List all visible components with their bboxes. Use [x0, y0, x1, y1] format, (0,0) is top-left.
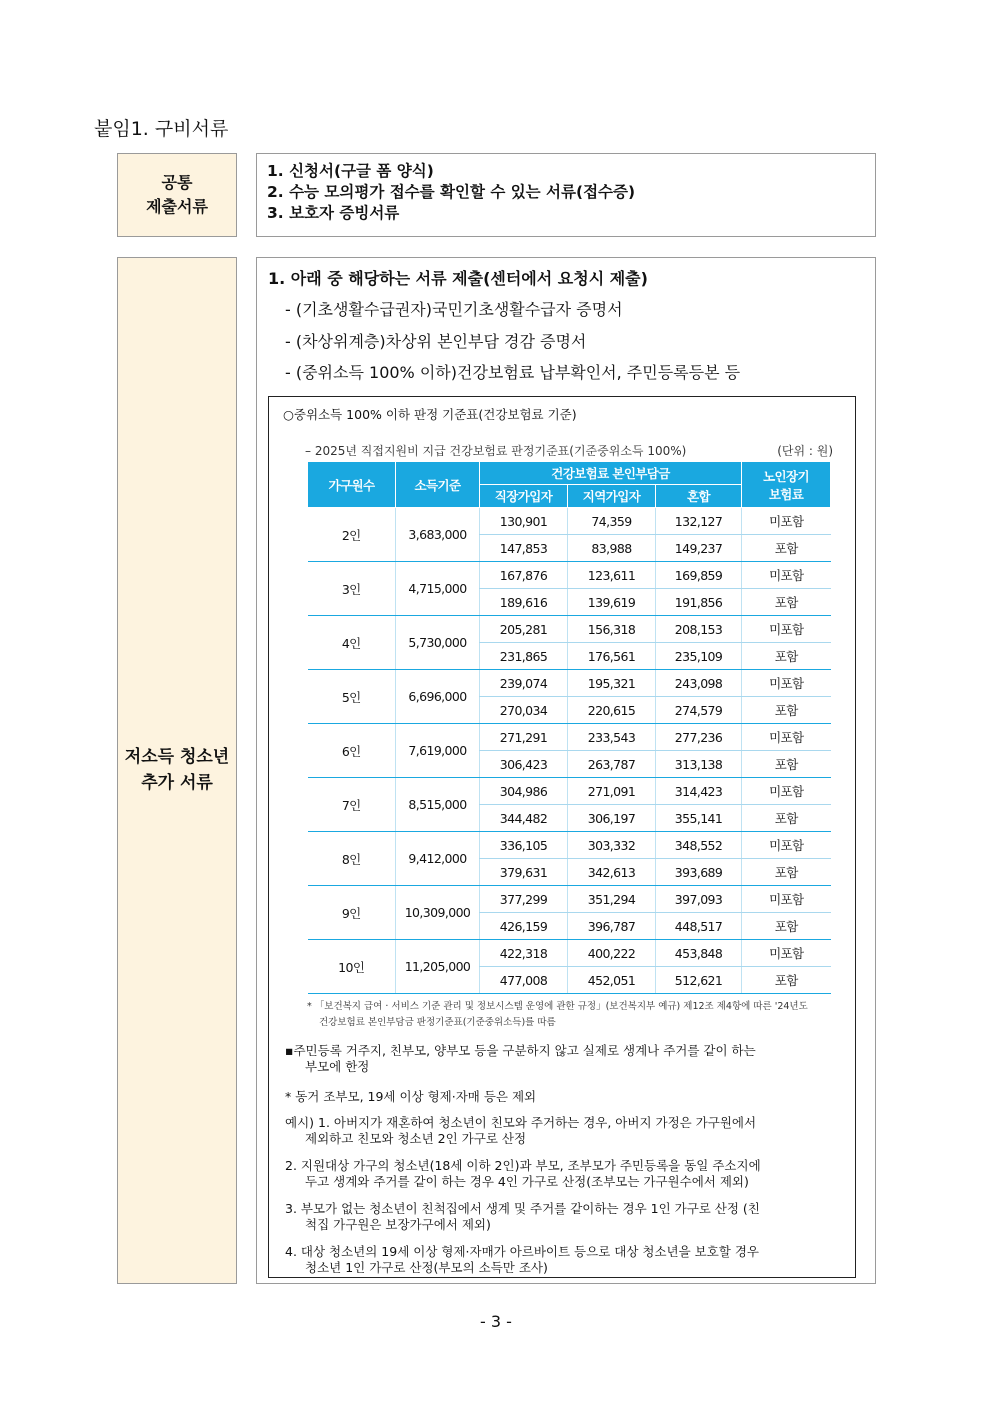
- income-standard-cell: 7,619,000: [396, 724, 480, 778]
- premium-cell: 379,631: [480, 859, 568, 886]
- premium-cell: 미포함: [742, 616, 831, 643]
- premium-cell: 396,787: [568, 913, 656, 940]
- note-line: 청소년 1인 가구로 산정(부모의 소득만 조사): [305, 1260, 548, 1275]
- note-item: [285, 1115, 841, 1147]
- common-label-line2: 제출서류: [146, 197, 208, 216]
- premium-cell: 167,876: [480, 562, 568, 589]
- household-size-cell: 9인: [308, 886, 396, 940]
- premium-cell: 233,543: [568, 724, 656, 751]
- premium-cell: 미포함: [742, 562, 831, 589]
- premium-cell: 포함: [742, 805, 831, 832]
- premium-cell: 포함: [742, 535, 831, 562]
- footnote-line1: * 「보건복지 급여 · 서비스 기준 관리 및 정보시스템 운영에 관한 규정」(보건복지부 예규) 제12조 제4항에 따른 '24년도: [307, 1001, 808, 1012]
- premium-cell: 미포함: [742, 886, 831, 913]
- premium-cell: 83,988: [568, 535, 656, 562]
- median-income-criteria-box: [268, 396, 856, 1278]
- premium-cell: 74,359: [568, 508, 656, 535]
- header-income: 소득기준: [396, 462, 480, 508]
- common-docs-box: [256, 153, 876, 237]
- premium-cell: 304,986: [480, 778, 568, 805]
- premium-cell: 422,318: [480, 940, 568, 967]
- income-standard-cell: 9,412,000: [396, 832, 480, 886]
- table-row: [308, 670, 831, 697]
- note-line: 제외하고 친모와 청소년 2인 가구로 산정: [305, 1131, 527, 1146]
- footnote-line2: 건강보험료 본인부담금 판정기준표(기준중위소득)를 따름: [319, 1017, 556, 1028]
- premium-cell: 147,853: [480, 535, 568, 562]
- household-size-cell: 2인: [308, 508, 396, 562]
- header-premium-group: 건강보험료 본인부담금: [480, 462, 742, 485]
- premium-cell: 377,299: [480, 886, 568, 913]
- premium-cell: 191,856: [656, 589, 742, 616]
- premium-cell: 130,901: [480, 508, 568, 535]
- premium-cell: 348,552: [656, 832, 742, 859]
- premium-cell: 314,423: [656, 778, 742, 805]
- table-unit: (단위 : 원): [777, 444, 833, 458]
- note-line: 4. 대상 청소년의 19세 이상 형제·자매가 아르바이트 등으로 대상 청소년을 보호할 경우: [285, 1244, 759, 1259]
- premium-cell: 243,098: [656, 670, 742, 697]
- premium-cell: 포함: [742, 697, 831, 724]
- household-size-cell: 7인: [308, 778, 396, 832]
- header-employee: 직장가입자: [480, 485, 568, 508]
- income-standard-cell: 3,683,000: [396, 508, 480, 562]
- low-income-item: - (중위소득 100% 이하)건강보험료 납부확인서, 주민등록등본 등: [285, 363, 741, 382]
- criteria-box-title: ○중위소득 100% 이하 판정 기준표(건강보험료 기준): [283, 407, 577, 422]
- premium-cell: 239,074: [480, 670, 568, 697]
- household-size-cell: 4인: [308, 616, 396, 670]
- premium-cell: 393,689: [656, 859, 742, 886]
- premium-cell: 271,291: [480, 724, 568, 751]
- common-item: 3. 보호자 증빙서류: [267, 204, 400, 222]
- premium-cell: 453,848: [656, 940, 742, 967]
- premium-cell: 306,197: [568, 805, 656, 832]
- household-size-cell: 5인: [308, 670, 396, 724]
- income-standard-cell: 4,715,000: [396, 562, 480, 616]
- premium-cell: 195,321: [568, 670, 656, 697]
- premium-cell: 169,859: [656, 562, 742, 589]
- premium-cell: 512,621: [656, 967, 742, 994]
- table-row: [308, 832, 831, 859]
- header-ltc: [742, 462, 831, 508]
- premium-cell: 342,613: [568, 859, 656, 886]
- premium-cell: 205,281: [480, 616, 568, 643]
- premium-cell: 344,482: [480, 805, 568, 832]
- premium-cell: 포함: [742, 589, 831, 616]
- premium-cell: 313,138: [656, 751, 742, 778]
- premium-cell: 263,787: [568, 751, 656, 778]
- note-line: * 동거 조부모, 19세 이상 형제·자매 등은 제외: [285, 1089, 537, 1104]
- premium-cell: 포함: [742, 643, 831, 670]
- premium-cell: 271,091: [568, 778, 656, 805]
- premium-cell: 미포함: [742, 724, 831, 751]
- premium-cell: 189,616: [480, 589, 568, 616]
- note-item: [285, 1089, 841, 1105]
- premium-cell: 306,423: [480, 751, 568, 778]
- premium-cell: 156,318: [568, 616, 656, 643]
- premium-cell: 미포함: [742, 832, 831, 859]
- header-ltc-line1: 노인장기: [763, 468, 809, 484]
- note-line: 척집 가구원은 보장가구에서 제외): [305, 1217, 491, 1232]
- table-footnote: [307, 999, 835, 1031]
- common-item: 2. 수능 모의평가 접수를 확인할 수 있는 서류(접수증): [267, 183, 636, 201]
- note-line: 두고 생계와 주거를 같이 하는 경우 4인 가구로 산정(조부모는 가구원수에서 제외): [305, 1174, 749, 1189]
- premium-cell: 303,332: [568, 832, 656, 859]
- low-income-item: - (차상위계층)차상위 본인부담 경감 증명서: [285, 332, 587, 351]
- note-item: [285, 1043, 841, 1075]
- premium-cell: 336,105: [480, 832, 568, 859]
- table-caption: [305, 442, 833, 459]
- premium-cell: 270,034: [480, 697, 568, 724]
- premium-cell: 미포함: [742, 940, 831, 967]
- premium-cell: 208,153: [656, 616, 742, 643]
- premium-cell: 포함: [742, 859, 831, 886]
- common-item: 1. 신청서(구글 폼 양식): [267, 162, 434, 180]
- premium-cell: 274,579: [656, 697, 742, 724]
- premium-cell: 149,237: [656, 535, 742, 562]
- premium-cell: 포함: [742, 967, 831, 994]
- header-regional: 지역가입자: [568, 485, 656, 508]
- premium-cell: 351,294: [568, 886, 656, 913]
- table-row: [308, 508, 831, 535]
- premium-cell: 397,093: [656, 886, 742, 913]
- note-line: 3. 부모가 없는 청소년이 친척집에서 생계 및 주거를 같이하는 경우 1인 가구로 산정 (친: [285, 1201, 760, 1216]
- income-standard-cell: 11,205,000: [396, 940, 480, 994]
- table-row: [308, 562, 831, 589]
- premium-cell: 231,865: [480, 643, 568, 670]
- low-income-label-line1: 저소득 청소년: [124, 747, 230, 767]
- income-standard-cell: 6,696,000: [396, 670, 480, 724]
- premium-cell: 400,222: [568, 940, 656, 967]
- premium-cell: 132,127: [656, 508, 742, 535]
- table-row: [308, 940, 831, 967]
- note-item: [285, 1244, 841, 1276]
- low-income-item: - (기초생활수급권자)국민기초생활수급자 증명서: [285, 300, 623, 319]
- premium-cell: 미포함: [742, 508, 831, 535]
- note-line: 부모에 한정: [305, 1059, 370, 1074]
- household-size-cell: 8인: [308, 832, 396, 886]
- common-docs-label: [117, 153, 237, 237]
- premium-cell: 139,619: [568, 589, 656, 616]
- premium-cell: 235,109: [656, 643, 742, 670]
- table-row: [308, 778, 831, 805]
- premium-cell: 277,236: [656, 724, 742, 751]
- premium-cell: 452,051: [568, 967, 656, 994]
- premium-cell: 426,159: [480, 913, 568, 940]
- premium-cell: 477,008: [480, 967, 568, 994]
- household-size-cell: 10인: [308, 940, 396, 994]
- household-size-cell: 6인: [308, 724, 396, 778]
- low-income-label-line2: 추가 서류: [141, 772, 213, 793]
- table-row: [308, 616, 831, 643]
- page-number: - 3 -: [480, 1312, 512, 1331]
- header-ltc-line2: 보험료: [768, 486, 804, 502]
- page-title: 붙임1. 구비서류: [94, 118, 229, 140]
- household-size-cell: 3인: [308, 562, 396, 616]
- premium-cell: 포함: [742, 913, 831, 940]
- note-line: ▪주민등록 거주지, 친부모, 양부모 등을 구분하지 않고 실제로 생계나 주거를 같이 하는: [285, 1043, 756, 1058]
- table-row: [308, 724, 831, 751]
- low-income-heading: 1. 아래 중 해당하는 서류 제출(센터에서 요청시 제출): [268, 269, 648, 288]
- header-household: 가구원수: [308, 462, 396, 508]
- income-standard-cell: 5,730,000: [396, 616, 480, 670]
- note-line: 2. 지원대상 가구의 청소년(18세 이하 2인)과 부모, 조부모가 주민등록을 동일 주소지에: [285, 1158, 761, 1173]
- premium-cell: 포함: [742, 751, 831, 778]
- note-item: [285, 1201, 841, 1233]
- low-income-docs-label: [117, 257, 237, 1284]
- table-row: [308, 886, 831, 913]
- note-item: [285, 1158, 841, 1190]
- premium-cell: 미포함: [742, 670, 831, 697]
- common-label-line1: 공통: [161, 173, 193, 192]
- note-line: 예시) 1. 아버지가 재혼하여 청소년이 친모와 주거하는 경우, 아버지 가정은 가구원에서: [285, 1115, 757, 1130]
- premium-cell: 355,141: [656, 805, 742, 832]
- premium-cell: 448,517: [656, 913, 742, 940]
- income-standard-cell: 8,515,000: [396, 778, 480, 832]
- premium-cell: 미포함: [742, 778, 831, 805]
- income-standard-cell: 10,309,000: [396, 886, 480, 940]
- premium-cell: 176,561: [568, 643, 656, 670]
- premium-cell: 220,615: [568, 697, 656, 724]
- table-caption-text: – 2025년 직접지원비 지급 건강보험료 판정기준표(기준중위소득 100%): [305, 444, 687, 458]
- header-mixed: 혼합: [656, 485, 742, 508]
- income-criteria-table: [307, 461, 831, 994]
- premium-cell: 123,611: [568, 562, 656, 589]
